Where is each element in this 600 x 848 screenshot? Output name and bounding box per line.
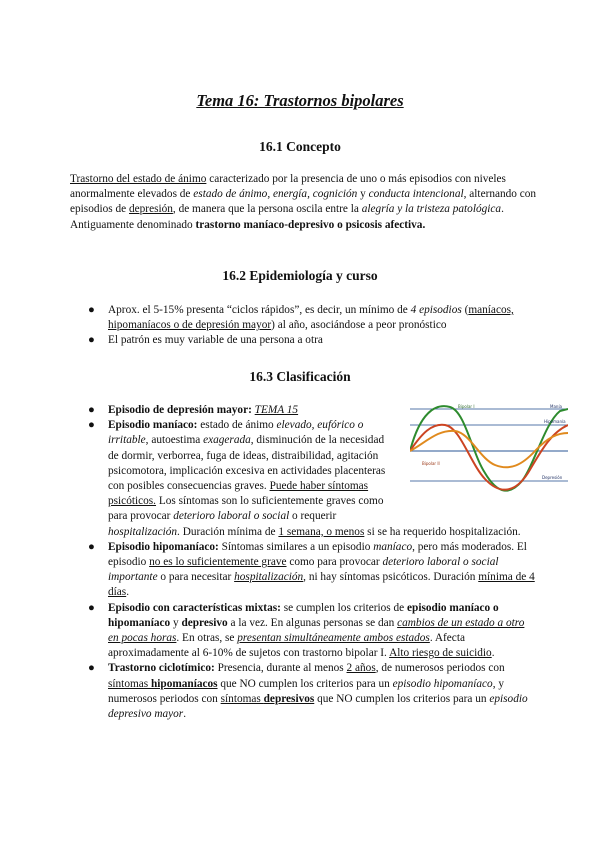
bullet-icon: ● [88, 334, 95, 347]
text-run: se cumplen los criterios de [280, 601, 408, 614]
text-run: depresivo [181, 616, 228, 629]
label-mania: Manía [550, 404, 562, 409]
text-run: maníaco [373, 540, 413, 553]
text-run: deterioro laboral o social [173, 510, 290, 523]
term-antiguo: trastorno maníaco-depresivo o psicosis afectiva. [195, 218, 426, 231]
text-run: , y numerosos periodos con [108, 677, 505, 705]
text-run: que NO cumplen los criterios para un [217, 677, 393, 690]
text-run: 4 episodios [410, 304, 462, 316]
text-run: Episodio hipomaníaco: [108, 540, 219, 553]
bullet-icon: ● [88, 419, 95, 432]
text-run: . [501, 203, 504, 216]
text-run: Aprox. el 5-15% presenta “ciclos rápidos”, es decir, un mínimo de [108, 304, 411, 316]
text-run: y [357, 188, 369, 201]
text-run: presentan simultáneamente ambos estados [237, 632, 430, 645]
text-run: síntomas [220, 692, 264, 705]
label-bipolar1: Bipolar I [458, 404, 475, 409]
text-run: elevado, eufórico o irritable [108, 419, 364, 447]
text-run: no es lo suficientemente grave [149, 556, 287, 569]
text-run: 2 años [346, 662, 376, 675]
text-run: . Duración mínima de [177, 525, 279, 538]
text-run: , alternando con episodios de [70, 188, 537, 216]
text-run: maníacos, hipomaníacos o de depresión mayor [108, 304, 514, 332]
term-trastorno: Trastorno del estado de ánimo [70, 173, 207, 185]
tema-link: TEMA 15 [254, 404, 299, 416]
text-run: episodio maníaco o hipomaníaco [108, 601, 499, 629]
bullet-icon: ● [88, 304, 95, 316]
bullet-icon: ● [88, 662, 95, 675]
term-estado: estado de ánimo, energía, cognición [193, 188, 358, 201]
text-run: Síntomas similares a un episodio [218, 540, 374, 553]
page-title: Tema 16: Trastornos bipolares [196, 91, 404, 110]
term-conducta: conducta intencional [368, 188, 464, 201]
label-depression: Depresión [542, 475, 563, 480]
concepto-paragraph [70, 172, 540, 233]
list-item [70, 303, 535, 333]
text-run: estado de ánimo [197, 419, 277, 432]
text-run: , de manera que la persona oscila entre la [172, 203, 362, 216]
text-run: 1 semana, o menos [278, 525, 365, 538]
term-alegria: alegría y la tristeza patológica [361, 203, 502, 216]
text-run: ( [461, 304, 469, 316]
text-run: Los síntomas son lo suficientemente graves como para provocar [108, 495, 384, 523]
text-run: Presencia, durante al menos [214, 662, 347, 675]
text-run: o requerir [289, 510, 337, 523]
text-run: episodio depresivo mayor [108, 692, 528, 721]
section-heading-epidemiologia: 16.2 Epidemiología y curso [222, 268, 378, 283]
text-run: . [183, 708, 187, 721]
text-run: Episodio maníaco: [108, 419, 198, 432]
text-run: Episodio con características mixtas: [108, 601, 281, 614]
text-run: exagerada [203, 434, 251, 447]
text-run: episodio hipomaníaco [392, 677, 493, 690]
text-run: síntomas [108, 677, 151, 690]
text-run: , autoestima [145, 434, 204, 447]
text-run: Puede haber síntomas psicóticos. [108, 480, 369, 508]
text-run: Alto riesgo de suicidio [389, 647, 492, 660]
text-run: si se ha requerido hospitalización. [364, 525, 521, 538]
text-run: y [170, 616, 182, 629]
text-run: , de numerosos periodos con [375, 662, 505, 675]
bullet-icon: ● [88, 404, 95, 416]
text-run: . [491, 647, 495, 660]
bullet-icon: ● [88, 540, 95, 553]
text-run: cambios de un estado a otro en pocas horas [108, 616, 525, 645]
text-run: , pero más moderados. El episodio [108, 540, 527, 569]
text-run: El patrón es muy variable de una persona a otra [108, 334, 323, 347]
text-run: caracterizado por la presencia de uno o más episodios con niveles anormalmente elevados de [70, 173, 506, 201]
section-heading-clasificacion: 16.3 Clasificación [249, 369, 351, 384]
bipolar-spectrum-chart [410, 403, 568, 501]
text-run: Episodio de depresión mayor: [108, 404, 255, 416]
text-run: . [126, 586, 130, 599]
text-run: a la vez. En algunas personas se dan [227, 616, 398, 629]
text-run: deterioro laboral o social importante [108, 556, 499, 584]
text-run: o para necesitar [157, 571, 235, 584]
term-depresion: depresión [129, 203, 173, 216]
text-run: Trastorno ciclotímico: [108, 662, 215, 675]
list-item [70, 333, 535, 348]
text-run: ) al año, asociándose a peor pronóstico [271, 319, 447, 332]
bullet-icon: ● [88, 601, 95, 614]
text-run: , disminución de la necesidad de dormir, verborrea, fuga de ideas, distraibilidad, agitación psicomotora, implicación excesiva en actividades placenteras con posibles consecuencias graves. [108, 434, 386, 493]
label-hypomania: Hipomanía [544, 419, 566, 424]
list-item [70, 661, 535, 722]
text-run: hospitalización [234, 571, 304, 584]
list-item [70, 601, 535, 662]
text-run: . En otras, se [176, 632, 238, 645]
label-bipolar2: Bipolar II [422, 461, 440, 466]
text-run: . Afecta aproximadamente al 6-10% de sujetos con trastorno bipolar I. [108, 632, 465, 660]
text-run: que NO cumplen los criterios para un [314, 692, 490, 705]
section-heading-concepto: 16.1 Concepto [259, 139, 341, 154]
list-item [70, 540, 535, 601]
text-run: Antiguamente denominado [70, 218, 196, 231]
text-run: mínima de 4 días [108, 571, 535, 599]
text-run: , ni hay síntomas psicóticos. Duración [303, 571, 479, 584]
text-run: depresivos [263, 692, 315, 705]
text-run: hipomaníacos [151, 677, 218, 690]
chart-background [410, 403, 568, 501]
epidemiologia-list [70, 303, 535, 349]
text-run: hospitalización [108, 525, 178, 538]
text-run: como para provocar [286, 556, 383, 569]
